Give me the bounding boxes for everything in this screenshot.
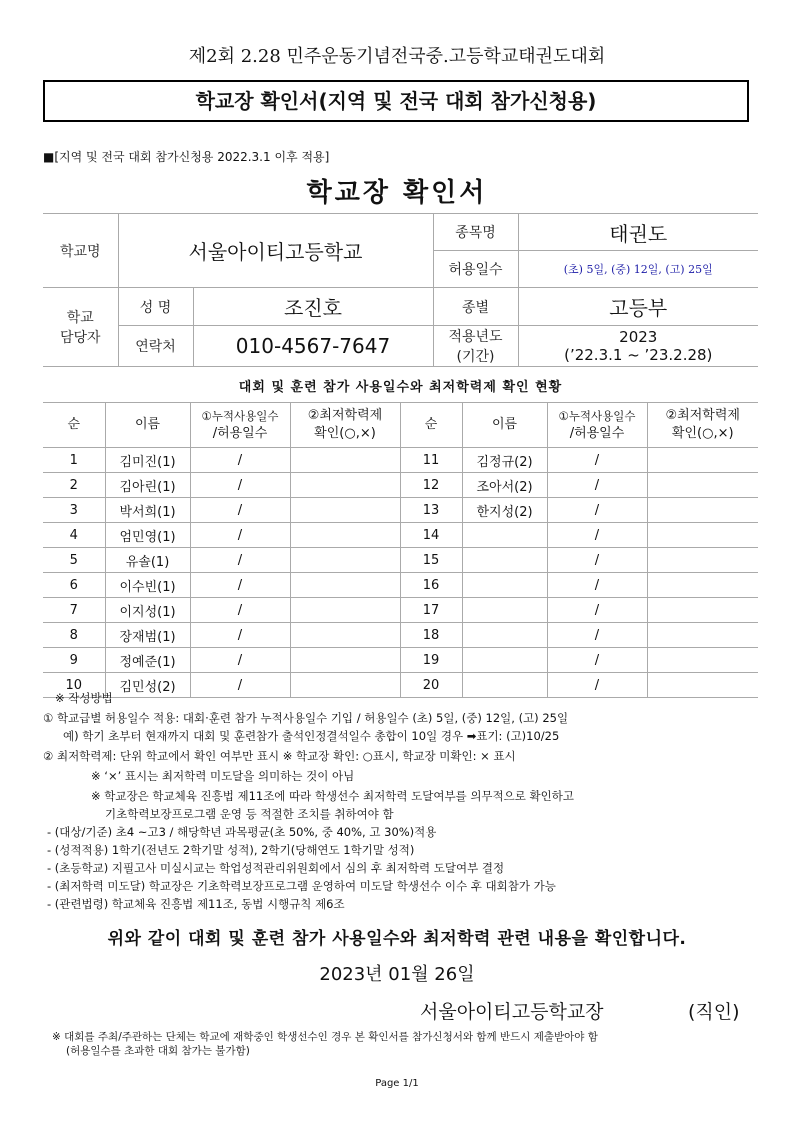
cell-name: 김정규(2) [462, 448, 547, 473]
cell-check [290, 573, 400, 598]
roster-row [43, 673, 758, 698]
cell-days: / [190, 523, 290, 548]
allow-value: (초) 5일, (중) 12일, (고) 25일 [518, 251, 758, 288]
cell-check [647, 623, 758, 648]
cell-name: 정예준(1) [105, 648, 190, 673]
cell-days: / [547, 673, 647, 698]
year-label [433, 326, 518, 367]
cell-name [462, 673, 547, 698]
cell-no: 17 [400, 598, 462, 623]
footer-note-line2: (허용일수를 초과한 대회 참가는 불가함) [66, 1045, 250, 1057]
cell-no: 6 [43, 573, 105, 598]
cell-no: 1 [43, 448, 105, 473]
document-heading: 학교장 확인서 [306, 178, 488, 208]
roster-row [43, 598, 758, 623]
col-no-right: 순 [400, 403, 462, 448]
cell-days: / [190, 598, 290, 623]
cell-name: 김아린(1) [105, 473, 190, 498]
cell-no: 14 [400, 523, 462, 548]
contact-label-line2: 담당자 [59, 330, 101, 346]
cell-check [290, 623, 400, 648]
cell-days: / [547, 623, 647, 648]
cell-check [647, 498, 758, 523]
guide-title: ※ 작성방법 [55, 691, 113, 705]
guide-line: ※ ‘×’ 표시는 최저학력 미도달을 의미하는 것이 아님 [91, 769, 355, 783]
name-label: 성 명 [118, 288, 193, 326]
col-days [190, 403, 290, 448]
guide-line: - (관련법령) 학교체육 진흥법 제11조, 동법 시행규칙 제6조 [47, 897, 345, 911]
cell-no: 19 [400, 648, 462, 673]
cell-check [290, 523, 400, 548]
cell-days: / [547, 548, 647, 573]
cell-check [647, 573, 758, 598]
official-seal: (직인) [688, 1001, 740, 1023]
roster-row [43, 548, 758, 573]
col-acad-right-line1: ②최저학력제 [665, 408, 740, 423]
principal-signature: 서울아이티고등학교장 [420, 1001, 604, 1023]
col-acad-line1: ②최저학력제 [307, 408, 383, 423]
contact-label-line1: 학교 [66, 310, 94, 326]
cell-name: 조아서(2) [462, 473, 547, 498]
cell-days: / [547, 498, 647, 523]
col-no: 순 [43, 403, 105, 448]
cell-name: 한지성(2) [462, 498, 547, 523]
cell-check [290, 648, 400, 673]
cell-no: 9 [43, 648, 105, 673]
guide-line: ① 학교급별 허용일수 적용: 대회·훈련 참가 누적사용일수 기입 / 허용일수 (초) 5일, (중) 12일, (고) 25일 [43, 711, 569, 725]
cell-days: / [190, 648, 290, 673]
roster-row [43, 498, 758, 523]
cell-name [462, 648, 547, 673]
cell-days: / [547, 573, 647, 598]
cell-check [647, 523, 758, 548]
cell-name [462, 548, 547, 573]
col-acad-line2: 확인(○,×) [314, 426, 376, 441]
cell-check [290, 673, 400, 698]
cell-no: 20 [400, 673, 462, 698]
cell-days: / [190, 448, 290, 473]
cell-days: / [190, 623, 290, 648]
roster-row [43, 623, 758, 648]
roster-row [43, 573, 758, 598]
cell-no: 7 [43, 598, 105, 623]
cell-no: 13 [400, 498, 462, 523]
cell-name [462, 598, 547, 623]
cell-no: 16 [400, 573, 462, 598]
cell-days: / [547, 598, 647, 623]
cell-days: / [190, 498, 290, 523]
col-days-right-line1: ①누적사용일수 [558, 409, 636, 423]
col-acad [290, 403, 400, 448]
roster-row [43, 473, 758, 498]
cell-name: 장재범(1) [105, 623, 190, 648]
school-value: 서울아이티고등학교 [118, 214, 433, 288]
cell-check [290, 473, 400, 498]
col-name-right: 이름 [462, 403, 547, 448]
cell-check [647, 548, 758, 573]
cell-check [647, 598, 758, 623]
roster-row [43, 648, 758, 673]
cell-check [647, 648, 758, 673]
cell-no: 5 [43, 548, 105, 573]
col-days-line1: ①누적사용일수 [201, 409, 279, 423]
cell-days: / [547, 473, 647, 498]
footer-note-line1: ※ 대회를 주최/주관하는 단체는 학교에 재학중인 학생선수인 경우 본 확인서를 참가신청서와 함께 반드시 제출받아야 함 [52, 1031, 598, 1043]
scope-note: ■[지역 및 전국 대회 참가신청용 2022.3.1 이후 적용] [43, 150, 330, 164]
cell-no: 15 [400, 548, 462, 573]
confirmation-statement: 위와 같이 대회 및 훈련 참가 사용일수와 최저학력 관련 내용을 확인합니다. [107, 929, 687, 949]
cell-name: 박서희(1) [105, 498, 190, 523]
year-cell [518, 326, 758, 367]
event-label: 종목명 [433, 214, 518, 251]
roster-row [43, 448, 758, 473]
col-acad-right [647, 403, 758, 448]
cell-no: 2 [43, 473, 105, 498]
cell-no: 10 [43, 673, 105, 698]
cell-days: / [190, 548, 290, 573]
division-value: 고등부 [518, 288, 758, 326]
cell-check [290, 598, 400, 623]
cell-days: / [190, 673, 290, 698]
cell-name: 엄민영(1) [105, 523, 190, 548]
cell-no: 12 [400, 473, 462, 498]
cell-no: 4 [43, 523, 105, 548]
cell-no: 8 [43, 623, 105, 648]
cell-days: / [547, 448, 647, 473]
allow-label: 허용일수 [433, 251, 518, 288]
cell-name [462, 573, 547, 598]
form-title-box: 학교장 확인서(지역 및 전국 대회 참가신청용) [43, 80, 749, 122]
cell-name: 김미진(1) [105, 448, 190, 473]
cell-no: 3 [43, 498, 105, 523]
year-label-line2: (기간) [456, 349, 495, 365]
cell-name [462, 523, 547, 548]
footer-note [52, 1030, 598, 1058]
section-heading: 대회 및 훈련 참가 사용일수와 최저학력제 확인 현황 [238, 380, 563, 395]
cell-days: / [190, 573, 290, 598]
guide-line: ※ 학교장은 학교체육 진흥법 제11조에 따라 학생선수 최저학력 도달여부를 의무적으로 확인하고 [91, 789, 574, 803]
cell-name: 이지성(1) [105, 598, 190, 623]
col-days-right-line2: /허용일수 [569, 426, 625, 441]
school-info-table [43, 213, 758, 367]
cell-name: 유솔(1) [105, 548, 190, 573]
guide-line: ② 최저학력제: 단위 학교에서 확인 여부만 표시 ※ 학교장 확인: ○표시, 학교장 미확인: × 표시 [43, 749, 516, 763]
phone-value: 010-4567-7647 [193, 326, 433, 367]
guide-line: 기초학력보장프로그램 운영 등 적절한 조치를 취하여야 함 [105, 807, 394, 821]
cell-check [290, 498, 400, 523]
cell-no: 18 [400, 623, 462, 648]
page-number: Page 1/1 [375, 1078, 419, 1089]
cell-no: 11 [400, 448, 462, 473]
guide-line: - (초등학교) 지필고사 미실시교는 학업성적관리위원회에서 심의 후 최저학력 도달여부 결정 [47, 861, 505, 875]
name-value: 조진호 [193, 288, 433, 326]
year-value: 2023 [619, 328, 658, 346]
col-days-right [547, 403, 647, 448]
cell-check [290, 448, 400, 473]
issue-date: 2023년 01월 26일 [319, 964, 475, 985]
cell-check [647, 673, 758, 698]
cell-name: 이수빈(1) [105, 573, 190, 598]
period-value: (’22.3.1 ~ ’23.2.28) [564, 346, 713, 364]
cell-check [647, 448, 758, 473]
col-name: 이름 [105, 403, 190, 448]
roster-row [43, 523, 758, 548]
contact-label [43, 288, 118, 367]
year-label-line1: 적용년도 [448, 329, 503, 345]
division-label: 종별 [433, 288, 518, 326]
event-value: 태권도 [518, 214, 758, 251]
school-label: 학교명 [43, 214, 118, 288]
cell-check [647, 473, 758, 498]
col-acad-right-line2: 확인(○,×) [671, 426, 734, 441]
cell-days: / [547, 523, 647, 548]
athlete-roster-table [43, 402, 758, 698]
guide-line: - (최저학력 미도달) 학교장은 기초학력보장프로그램 운영하여 미도달 학생선수 이수 후 대회참가 가능 [47, 879, 556, 893]
guide-line: - (성적적용) 1학기(전년도 2학기말 성적), 2학기(당해연도 1학기말 성적) [47, 843, 415, 857]
cell-check [290, 548, 400, 573]
guide-line: 예) 학기 초부터 현재까지 대회 및 훈련참가 출석인정결석일수 총합이 10일 경우 ➡표기: (고)10/25 [63, 729, 560, 743]
cell-name [462, 623, 547, 648]
phone-label: 연락처 [118, 326, 193, 367]
event-title: 제2회 2.28 민주운동기념전국중.고등학교태권도대회 [188, 46, 606, 67]
cell-days: / [190, 473, 290, 498]
guide-line: - (대상/기준) 초4 ~고3 / 해당학년 과목평균(초 50%, 중 40%, 고 30%)적용 [47, 825, 437, 839]
cell-name: 김민성(2) [105, 673, 190, 698]
cell-days: / [547, 648, 647, 673]
col-days-line2: /허용일수 [212, 426, 268, 441]
